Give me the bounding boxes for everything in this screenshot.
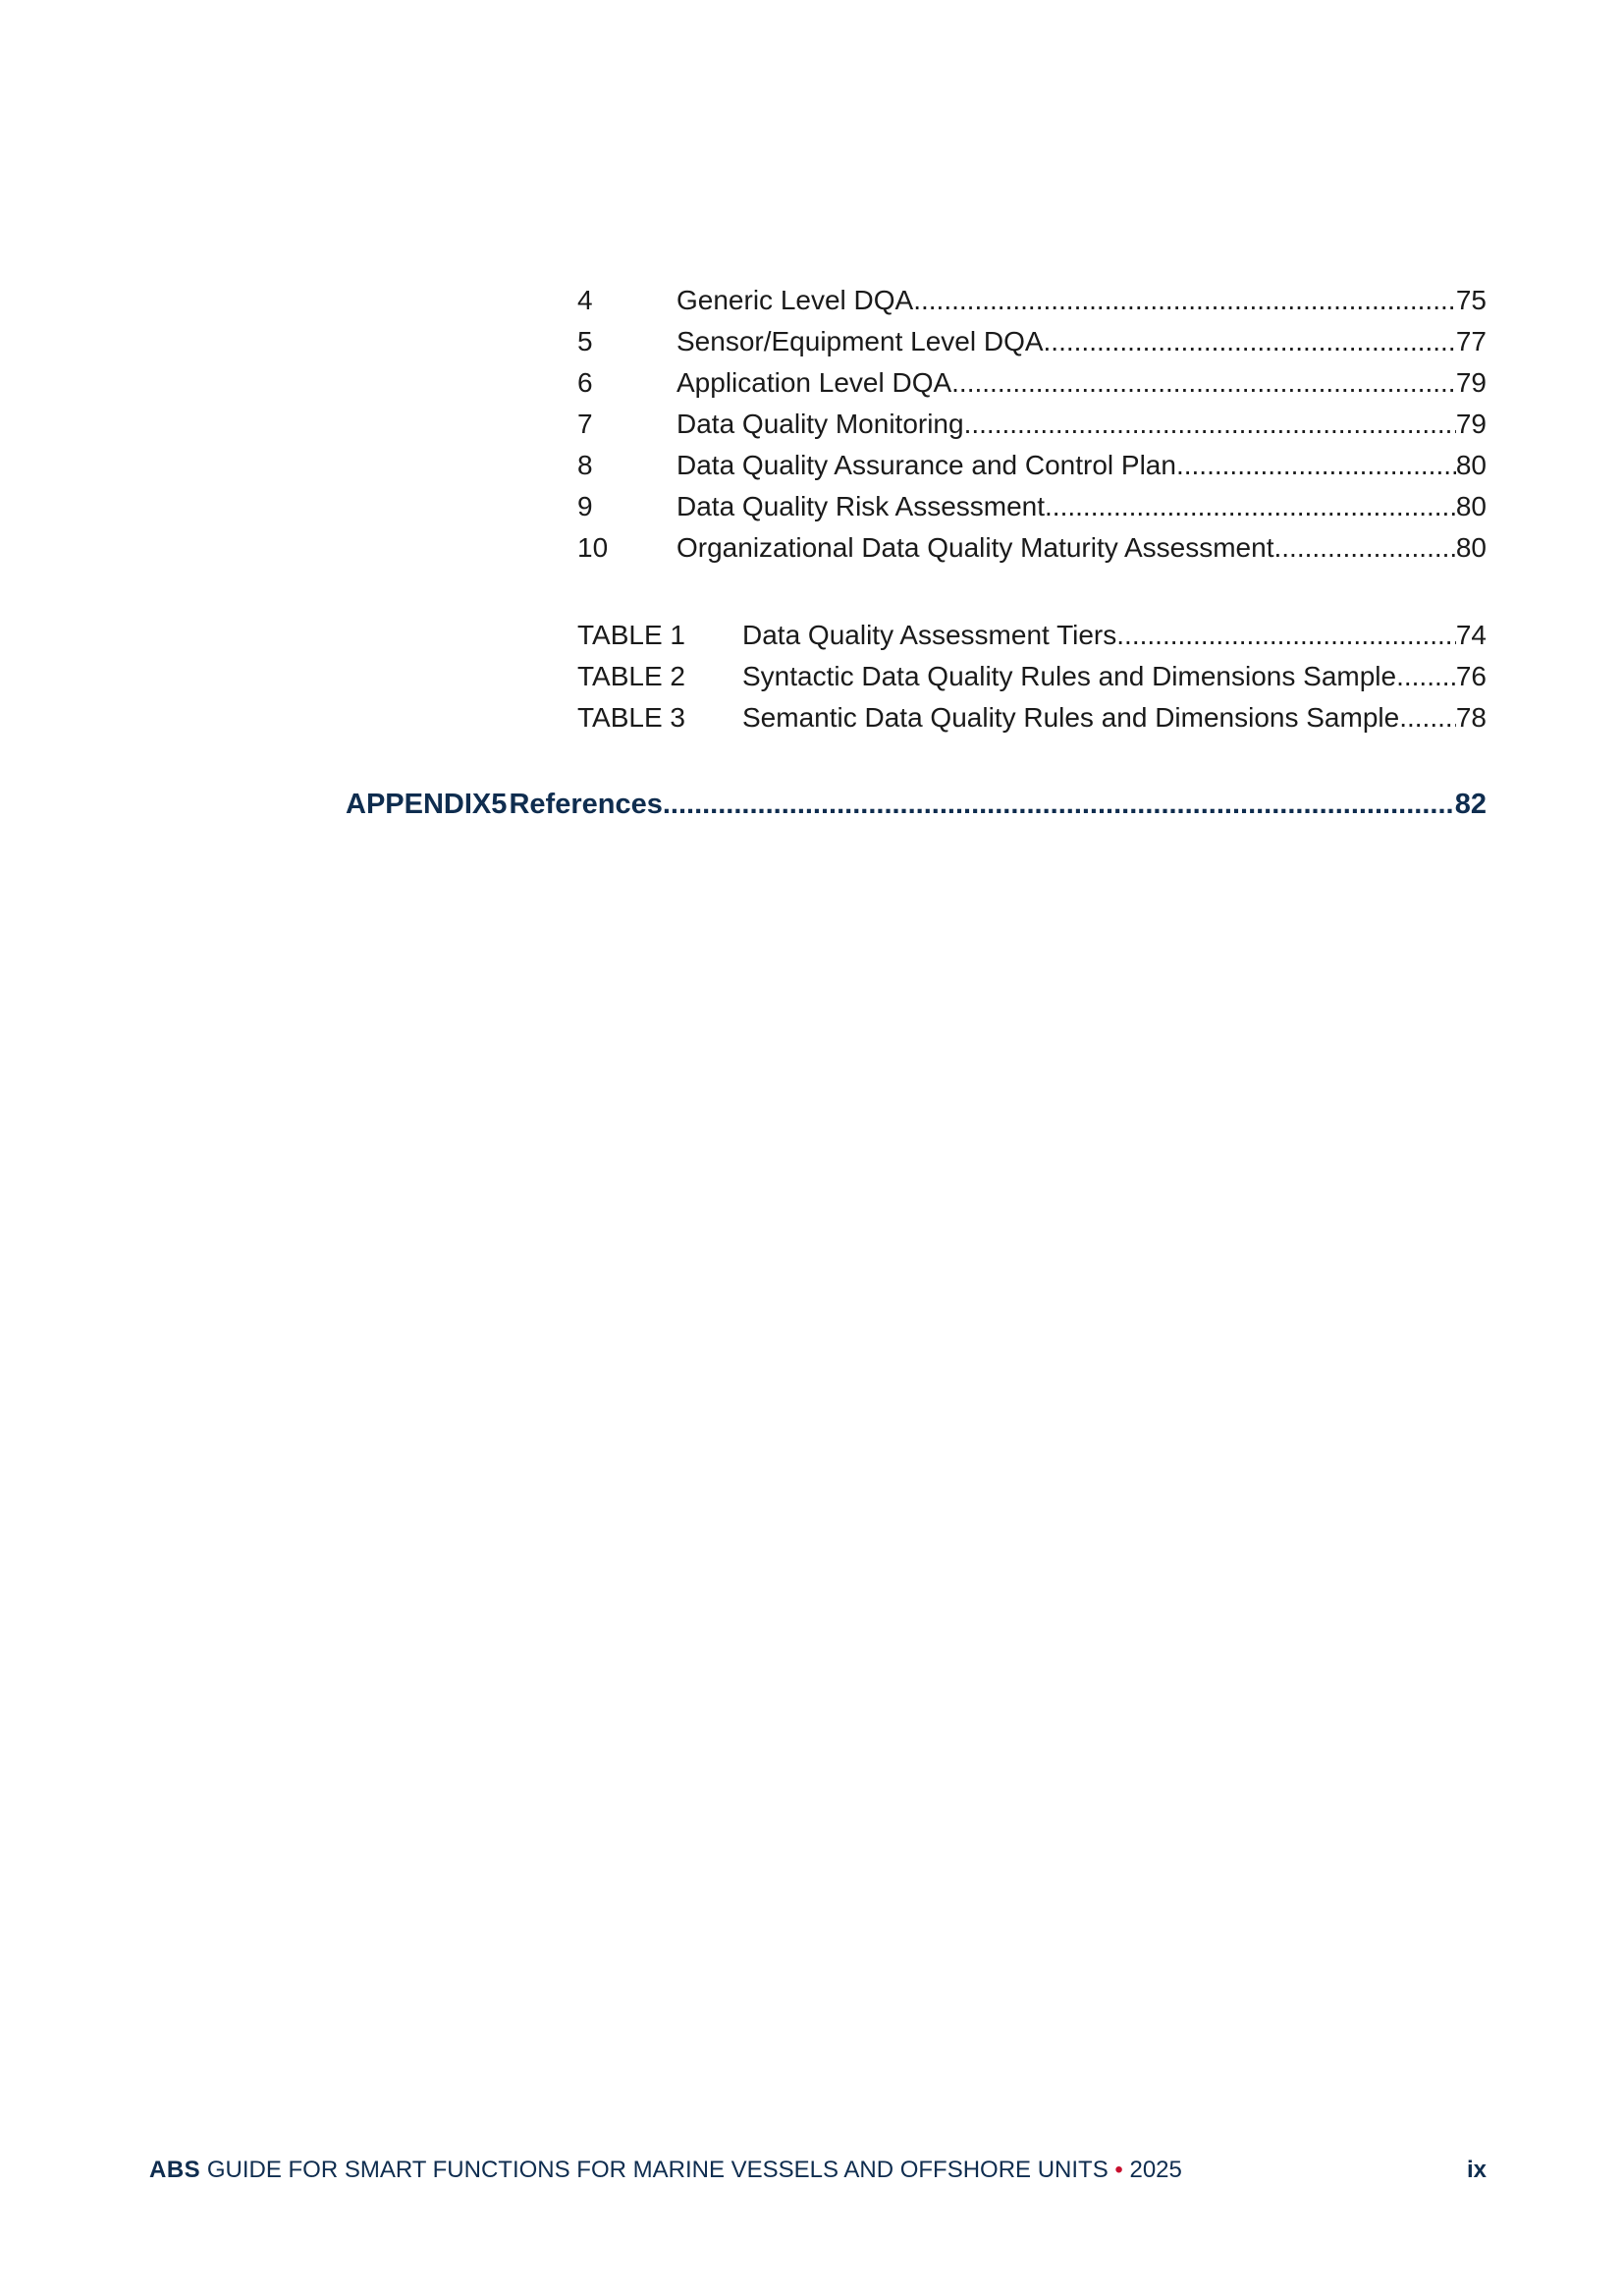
dot-leader	[1399, 697, 1456, 738]
toc-entry-title: Data Quality Monitoring	[676, 409, 964, 439]
footer-bullet: •	[1114, 2157, 1123, 2183]
toc-entry-page: 74	[1455, 620, 1487, 650]
dot-leader	[964, 404, 1456, 445]
toc-entry-table-1[interactable]	[577, 615, 1487, 656]
toc-entry-page: 80	[1455, 491, 1487, 521]
toc-entry-number: 9	[577, 491, 593, 521]
dot-leader	[663, 784, 1455, 825]
toc-entry-title: Syntactic Data Quality Rules and Dimensions Sample	[742, 661, 1397, 691]
toc-entry-title: Data Quality Risk Assessment	[676, 491, 1046, 521]
toc-entry-title: Sensor/Equipment Level DQA	[676, 326, 1044, 356]
toc-entry-section-7[interactable]	[577, 404, 1487, 445]
toc-entry-number: TABLE 3	[577, 702, 685, 733]
toc-entry-appendix-5[interactable]	[346, 784, 1487, 825]
toc-entry-table-2[interactable]	[577, 656, 1487, 697]
toc-entry-page: 78	[1455, 702, 1487, 733]
toc-entry-title: Data Quality Assurance and Control Plan	[676, 450, 1176, 480]
appendix-title: References	[509, 789, 663, 820]
page-footer	[149, 2157, 1487, 2192]
toc-entry-page: 79	[1455, 409, 1487, 439]
toc-entry-number: 5	[577, 326, 593, 356]
toc-entry-section-9[interactable]	[577, 486, 1487, 527]
footer-document-title	[149, 2157, 1182, 2184]
toc-entry-title: Semantic Data Quality Rules and Dimensions Sample	[742, 702, 1400, 733]
toc-entry-section-10[interactable]	[577, 527, 1487, 569]
footer-title-text: GUIDE FOR SMART FUNCTIONS FOR MARINE VESSELS AND OFFSHORE UNITS	[200, 2157, 1115, 2183]
toc-entry-section-4[interactable]	[577, 280, 1487, 321]
dot-leader	[1044, 321, 1456, 362]
toc-entry-page: 75	[1455, 285, 1487, 315]
dot-leader	[1273, 527, 1455, 569]
appendix-number: 5	[491, 789, 508, 820]
toc-entry-number: 4	[577, 285, 593, 315]
footer-year: 2025	[1122, 2157, 1182, 2183]
dot-leader	[1045, 486, 1456, 527]
dot-leader	[913, 280, 1456, 321]
toc-entry-page: 79	[1455, 367, 1487, 398]
toc-entry-number: TABLE 2	[577, 661, 685, 691]
toc-entry-title: Organizational Data Quality Maturity Assessment	[676, 532, 1274, 563]
toc-entry-title: Generic Level DQA	[676, 285, 914, 315]
toc-entry-page: 77	[1455, 326, 1487, 356]
toc-entry-title: Application Level DQA	[676, 367, 952, 398]
toc-entry-number: TABLE 1	[577, 620, 685, 650]
toc-entry-page: 80	[1455, 532, 1487, 563]
toc-entry-number: 8	[577, 450, 593, 480]
toc-entry-table-3[interactable]	[577, 697, 1487, 738]
appendix-label: APPENDIX	[346, 789, 492, 820]
dot-leader	[1116, 615, 1456, 656]
toc-entry-page: 80	[1455, 450, 1487, 480]
toc-entry-number: 7	[577, 409, 593, 439]
dot-leader	[1396, 656, 1456, 697]
toc-entry-section-5[interactable]	[577, 321, 1487, 362]
appendix-page: 82	[1454, 789, 1487, 820]
toc-entry-section-8[interactable]	[577, 445, 1487, 486]
toc-entry-number: 10	[577, 532, 609, 563]
dot-leader	[1176, 445, 1456, 486]
toc-entry-section-6[interactable]	[577, 362, 1487, 404]
abs-brand: ABS	[149, 2157, 201, 2183]
toc-entry-number: 6	[577, 367, 593, 398]
toc-entry-page: 76	[1455, 661, 1487, 691]
toc-entry-title: Data Quality Assessment Tiers	[742, 620, 1117, 650]
dot-leader	[951, 362, 1456, 404]
footer-page-number: ix	[1466, 2157, 1487, 2183]
